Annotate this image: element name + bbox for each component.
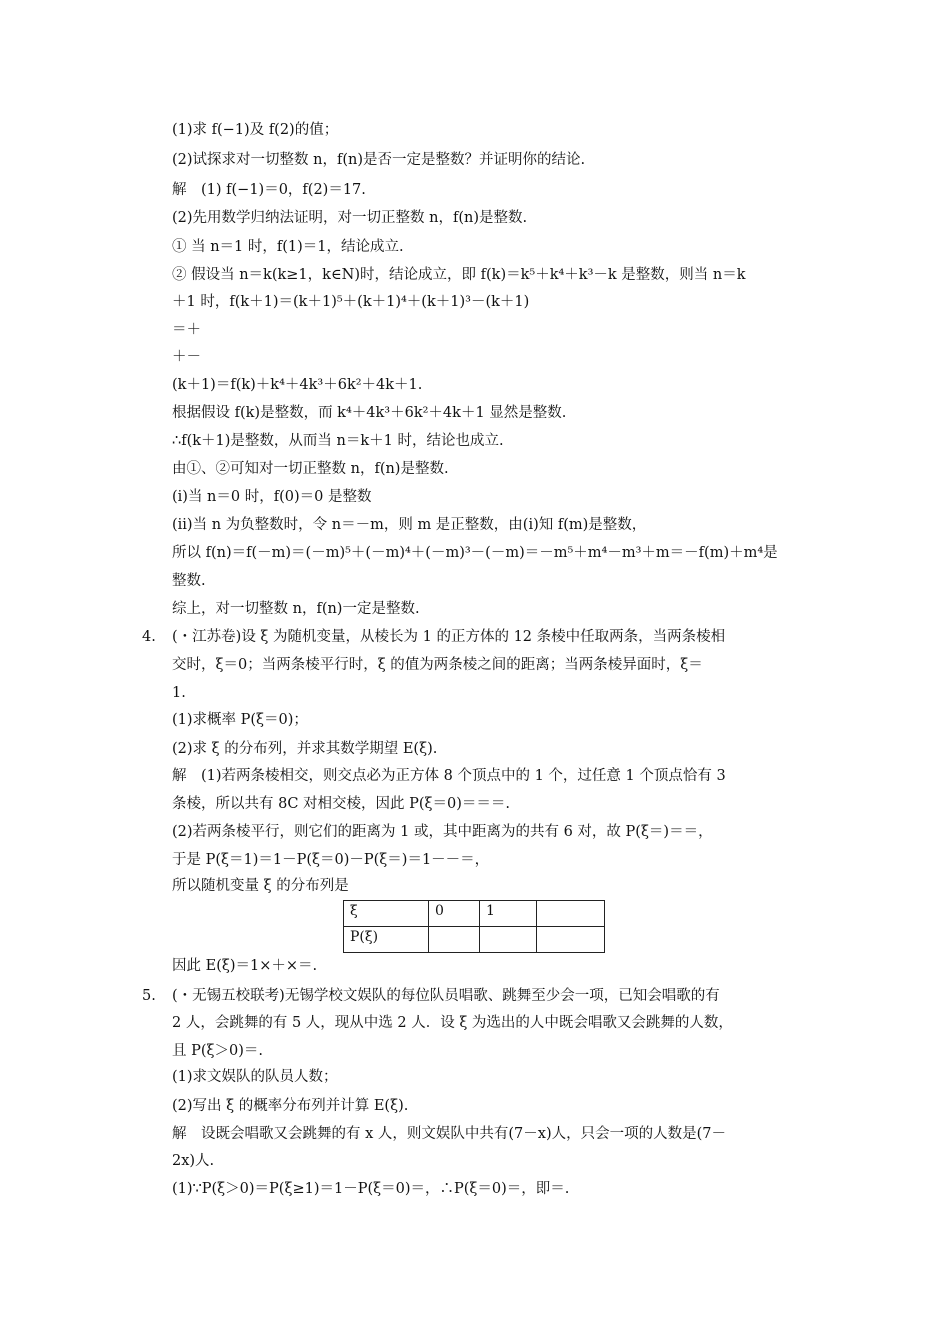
p5-statement: (・无锡五校联考)无锡学校文娱队的每位队员唱歌、跳舞至少会一项，已知会唱歌的有 bbox=[172, 988, 720, 1004]
problem-5-number: 5. bbox=[142, 988, 156, 1004]
table-cell: ξ bbox=[344, 901, 429, 927]
p5-statement: 且 P(ξ＞0)＝. bbox=[172, 1043, 263, 1059]
p4-solution-line: 所以随机变量 ξ 的分布列是 bbox=[172, 878, 349, 894]
table-cell: 1 bbox=[480, 901, 537, 927]
p4-statement: 1. bbox=[172, 685, 186, 701]
p3-conclusion: 综上，对一切整数 n，f(n)一定是整数. bbox=[172, 601, 420, 617]
p3-solution-line: (k＋1)＝f(k)＋k⁴＋4k³＋6k²＋4k＋1. bbox=[172, 377, 423, 393]
table-row bbox=[344, 927, 605, 953]
problem-4-number: 4. bbox=[142, 629, 156, 645]
p5-solution-line: 2x)人. bbox=[172, 1153, 215, 1169]
p5-question-2: (2)写出 ξ 的概率分布列并计算 E(ξ). bbox=[172, 1098, 409, 1114]
p4-expectation: 因此 E(ξ)＝1×＋×＝. bbox=[172, 958, 318, 974]
p3-solution-line: ＝＋ bbox=[172, 322, 201, 338]
p4-statement: 交时，ξ＝0；当两条棱平行时，ξ 的值为两条棱之间的距离；当两条棱异面时，ξ＝ bbox=[172, 657, 703, 673]
p3-solution-line: ＋－ bbox=[172, 349, 201, 365]
p4-solution-line: 解 (1)若两条棱相交，则交点必为正方体 8 个顶点中的 1 个，过任意 1 个顶点恰有 3 bbox=[172, 768, 726, 784]
p4-question-2: (2)求 ξ 的分布列，并求其数学期望 E(ξ). bbox=[172, 741, 438, 757]
p3-solution-line: ∴f(k＋1)是整数，从而当 n＝k＋1 时，结论也成立. bbox=[172, 433, 504, 449]
table-row bbox=[344, 901, 605, 927]
p3-question-2: (2)试探求对一切整数 n，f(n)是否一定是整数？并证明你的结论. bbox=[172, 152, 586, 168]
p3-solution-line: 由①、②可知对一切正整数 n，f(n)是整数. bbox=[172, 461, 449, 477]
p3-solution-line: ＋1 时，f(k＋1)＝(k＋1)⁵＋(k＋1)⁴＋(k＋1)³－(k＋1) bbox=[172, 294, 530, 310]
p3-question-1: (1)求 f(−1)及 f(2)的值； bbox=[172, 122, 339, 138]
p3-solution-line: (ii)当 n 为负整数时，令 n＝－m，则 m 是正整数，由(i)知 f(m)是整数， bbox=[172, 517, 647, 533]
p4-solution-line: 于是 P(ξ＝1)＝1－P(ξ＝0)－P(ξ＝)＝1－－＝， bbox=[172, 852, 490, 868]
table-cell bbox=[537, 927, 605, 953]
p3-solution-line: 整数. bbox=[172, 573, 206, 589]
table-cell bbox=[429, 927, 480, 953]
p4-statement: (・江苏卷)设 ξ 为随机变量，从棱长为 1 的正方体的 12 条棱中任取两条，当两条棱相 bbox=[172, 629, 726, 645]
table-cell: P(ξ) bbox=[344, 927, 429, 953]
p3-solution-line: (2)先用数学归纳法证明，对一切正整数 n，f(n)是整数. bbox=[172, 210, 528, 226]
p4-solution-line: (2)若两条棱平行，则它们的距离为 1 或，其中距离为的共有 6 对，故 P(ξ＝)＝＝， bbox=[172, 824, 713, 840]
p3-solution-line: 解 (1) f(−1)＝0，f(2)＝17. bbox=[172, 182, 366, 198]
table-cell: 0 bbox=[429, 901, 480, 927]
table-cell bbox=[537, 901, 605, 927]
table-cell bbox=[480, 927, 537, 953]
p3-solution-line: (i)当 n＝0 时，f(0)＝0 是整数 bbox=[172, 489, 372, 505]
p5-solution-line: (1)∵P(ξ＞0)＝P(ξ≥1)＝1－P(ξ＝0)＝，∴P(ξ＝0)＝，即＝. bbox=[172, 1181, 570, 1197]
p3-solution-line: 所以 f(n)＝f(－m)＝(－m)⁵＋(－m)⁴＋(－m)³－(－m)＝－m⁵＋m⁴－m³＋m＝－f(m)＋m⁴是 bbox=[172, 545, 778, 561]
distribution-table bbox=[343, 900, 605, 953]
p3-solution-line: 根据假设 f(k)是整数，而 k⁴＋4k³＋6k²＋4k＋1 显然是整数. bbox=[172, 405, 567, 421]
p5-question-1: (1)求文娱队的队员人数； bbox=[172, 1069, 338, 1085]
p3-solution-line: ① 当 n＝1 时，f(1)＝1，结论成立. bbox=[172, 239, 404, 255]
p4-question-1: (1)求概率 P(ξ＝0)； bbox=[172, 712, 308, 728]
p3-solution-line: ② 假设当 n＝k(k≥1，k∈N)时，结论成立，即 f(k)＝k⁵＋k⁴＋k³－k 是整数，则当 n＝k bbox=[172, 267, 746, 283]
p5-statement: 2 人，会跳舞的有 5 人，现从中选 2 人．设 ξ 为选出的人中既会唱歌又会跳舞的人数， bbox=[172, 1015, 733, 1031]
p5-solution-line: 解 设既会唱歌又会跳舞的有 x 人，则文娱队中共有(7－x)人，只会一项的人数是(7－ bbox=[172, 1126, 726, 1142]
p4-solution-line: 条棱，所以共有 8C 对相交棱，因此 P(ξ＝0)＝＝＝. bbox=[172, 796, 511, 812]
